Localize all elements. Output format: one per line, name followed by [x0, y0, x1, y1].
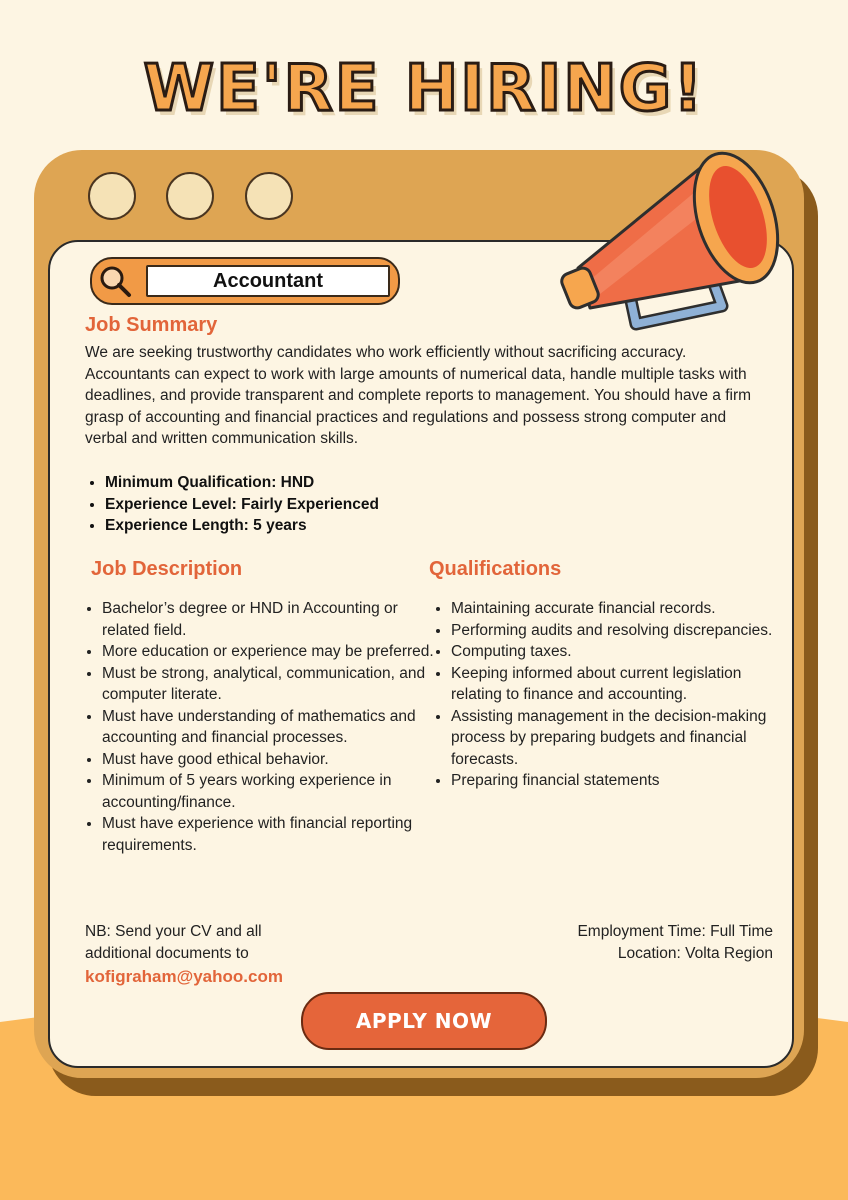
- window-dot-1: [88, 172, 136, 220]
- qualifications-heading: Qualifications: [429, 558, 562, 580]
- job-summary-heading: Job Summary: [85, 314, 218, 336]
- search-icon: [98, 264, 132, 298]
- window-dot-3: [245, 172, 293, 220]
- job-summary-text: We are seeking trustworthy candidates who work efficiently without sacrificing accuracy. Accountants can expect to work with large amounts of numerical data, handle multiple tasks with deadlines, and provide transparent and complete reports to management. You should have a firm grasp of accounting and financial practices and regulations and possess strong computer and verbal and written communication skills.: [85, 344, 752, 447]
- window-dot-2: [166, 172, 214, 220]
- list-item: • Bachelor’s degree or HND in Accounting or related field.: [102, 598, 438, 641]
- list-item: • Must have experience with financial reporting requirements.: [102, 813, 438, 856]
- list-item: • Minimum of 5 years working experience in accounting/finance.: [102, 770, 438, 813]
- search-bar[interactable]: [90, 257, 400, 305]
- job-location: Location: Volta Region: [617, 944, 773, 962]
- list-item: • Computing taxes.: [451, 641, 787, 663]
- job-description-list: [84, 598, 438, 856]
- list-item: • More education or experience may be preferred.: [102, 641, 438, 663]
- list-item: • Preparing financial statements: [451, 770, 787, 792]
- list-item: • Must have understanding of mathematics and accounting and financial processes.: [102, 706, 438, 749]
- list-item: • Experience Length: 5 years: [105, 515, 379, 537]
- qualifications-list: [433, 598, 787, 792]
- employment-time: Employment Time: Full Time: [577, 923, 773, 940]
- job-description-heading: Job Description: [91, 558, 243, 580]
- employment-info: [577, 921, 773, 964]
- search-input[interactable]: Accountant: [146, 265, 390, 297]
- list-item: • Assisting management in the decision-making process by preparing budgets and financial forecasts.: [451, 706, 787, 771]
- list-item: • Minimum Qualification: HND: [105, 472, 379, 494]
- list-item: • Keeping informed about current legislation relating to finance and accounting.: [451, 663, 787, 706]
- megaphone-icon: [560, 128, 800, 343]
- apply-now-button[interactable]: APPLY NOW: [301, 992, 547, 1050]
- note-line-2: additional documents to: [85, 944, 249, 962]
- list-item: • Experience Level: Fairly Experienced: [105, 494, 379, 516]
- list-item: • Must be strong, analytical, communication, and computer literate.: [102, 663, 438, 706]
- key-points-list: [85, 472, 379, 537]
- application-note: [85, 921, 283, 988]
- contact-email-link[interactable]: kofigraham@yahoo.com: [85, 967, 283, 986]
- list-item: • Maintaining accurate financial records.: [451, 598, 787, 620]
- list-item: • Must have good ethical behavior.: [102, 749, 438, 771]
- note-line-1: NB: Send your CV and all: [85, 923, 262, 940]
- page-title: WE'RE HIRING!: [143, 52, 705, 126]
- list-item: • Performing audits and resolving discrepancies.: [451, 620, 787, 642]
